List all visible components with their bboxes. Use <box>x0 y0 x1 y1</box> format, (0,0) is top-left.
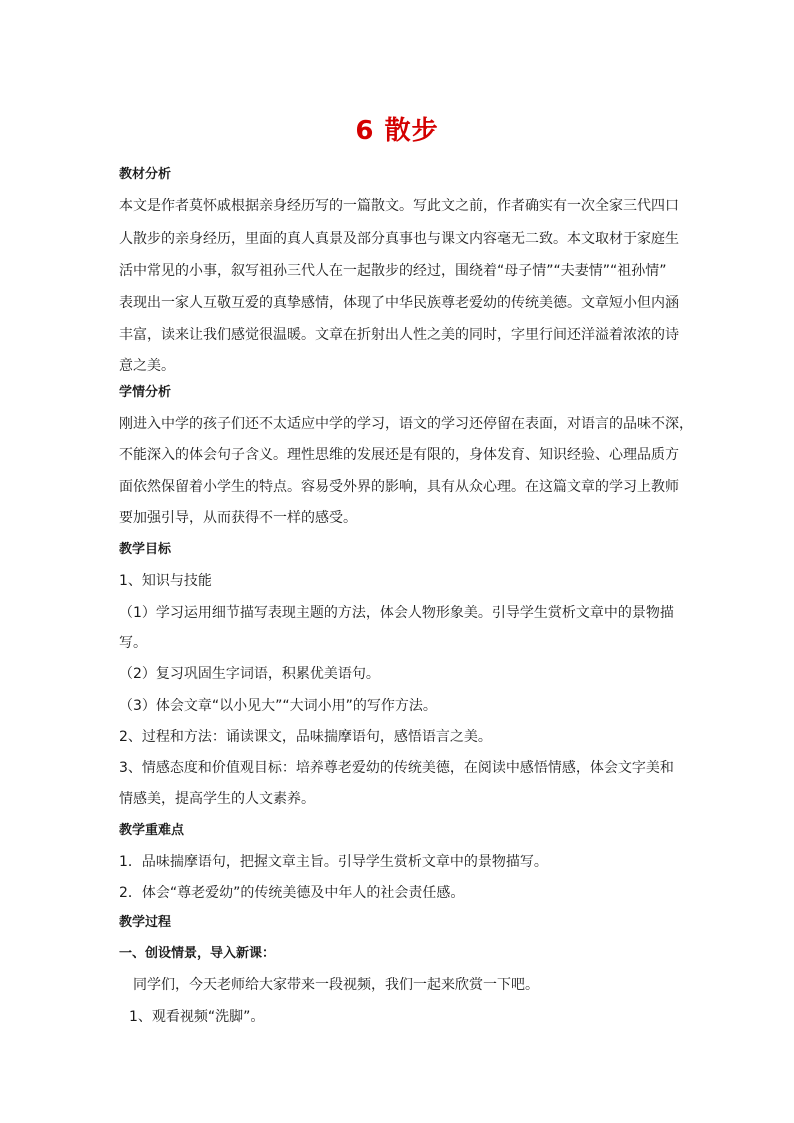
section-heading-goals: 教学目标 <box>119 542 172 557</box>
goal-line: 情感美，提高学生的人文素养。 <box>119 791 315 807</box>
key-point-line: 2．体会“尊老爱幼”的传统美德及中年人的社会责任感。 <box>119 885 465 901</box>
goal-line: 3、情感态度和价值观目标：培养尊老爱幼的传统美德，在阅读中感悟情感，体会文字美和 <box>119 760 674 776</box>
paragraph-line: 要加强引导，从而获得不一样的感受。 <box>119 510 357 526</box>
section-heading-key-points: 教学重难点 <box>119 823 185 838</box>
page-title: 6 散步 <box>355 116 439 146</box>
paragraph-line: 表现出一家人互敬互爱的真挚感情，体现了中华民族尊老爱幼的传统美德。文章短小但内涵 <box>119 295 679 311</box>
paragraph-line: 刚进入中学的孩子们还不太适应中学的学习，语文的学习还停留在表面，对语言的品味不深， <box>119 416 693 432</box>
paragraph-line: 丰富，读来让我们感觉很温暖。文章在折射出人性之美的同时，字里行间还洋溢着浓浓的诗 <box>119 327 679 343</box>
goal-line: （2）复习巩固生字词语，积累优美语句。 <box>119 666 380 682</box>
section-heading-material: 教材分析 <box>119 167 172 182</box>
process-line: 1、观看视频“洗脚”。 <box>129 1009 265 1025</box>
paragraph-line: 人散步的亲身经历，里面的真人真景及部分真事也与课文内容毫无二致。本文取材于家庭生 <box>119 231 679 247</box>
goal-line: （1）学习运用细节描写表现主题的方法，体会人物形象美。引导学生赏析文章中的景物描 <box>119 605 674 621</box>
key-point-line: 1．品味揣摩语句，把握文章主旨。引导学生赏析文章中的景物描写。 <box>119 854 548 870</box>
section-heading-students: 学情分析 <box>119 385 172 400</box>
section-heading-process: 教学过程 <box>119 915 172 930</box>
process-line: 同学们，今天老师给大家带来一段视频，我们一起来欣赏一下吧。 <box>133 977 539 993</box>
paragraph-line: 本文是作者莫怀戚根据亲身经历写的一篇散文。写此文之前，作者确实有一次全家三代四口 <box>119 198 679 214</box>
process-subheading: 一、创设情景，导入新课： <box>119 946 276 961</box>
paragraph-line: 意之美。 <box>119 358 175 374</box>
goal-line: 写。 <box>119 635 147 651</box>
paragraph-line: 活中常见的小事，叙写祖孙三代人在一起散步的经过，围绕着“母子情”“夫妻情”“祖孙情” <box>119 263 667 279</box>
goal-line: （3）体会文章“以小见大”“大词小用”的写作方法。 <box>119 698 437 714</box>
goal-line: 2、过程和方法：诵读课文，品味揣摩语句，感悟语言之美。 <box>119 729 492 745</box>
paragraph-line: 面依然保留着小学生的特点。容易受外界的影响，具有从众心理。在这篇文章的学习上教师 <box>119 479 679 495</box>
goal-line: 1、知识与技能 <box>119 573 212 589</box>
paragraph-line: 不能深入的体会句子含义。理性思维的发展还是有限的，身体发育、知识经验、心理品质方 <box>119 447 679 463</box>
